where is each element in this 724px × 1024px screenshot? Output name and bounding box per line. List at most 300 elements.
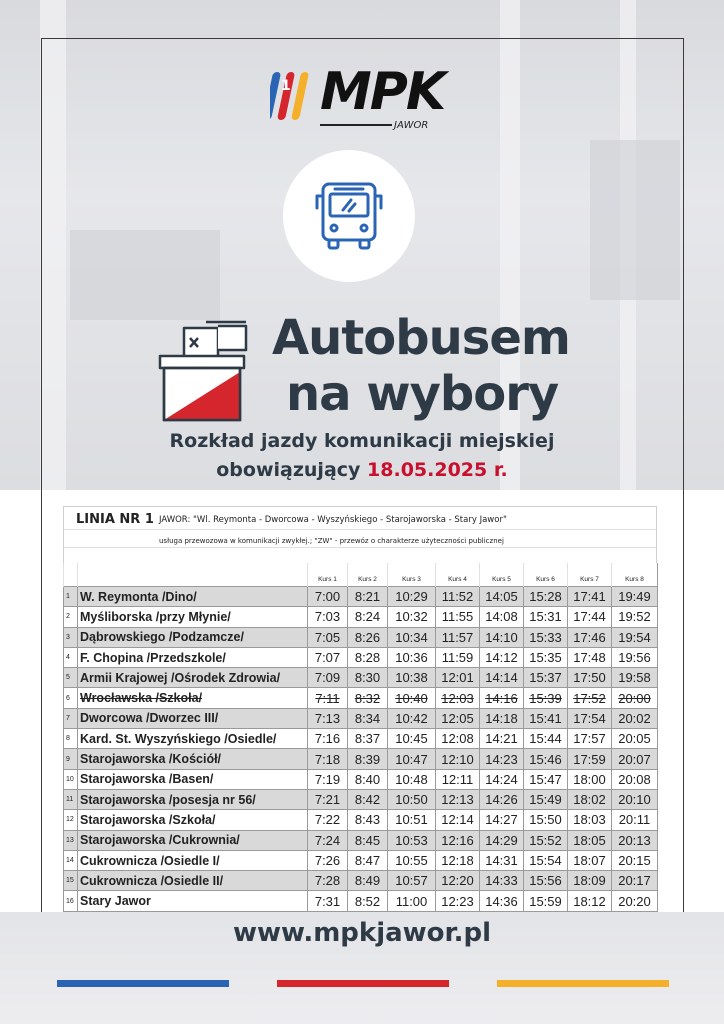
departure-time-cell bbox=[480, 587, 524, 607]
departure-time: 12:14 bbox=[441, 812, 474, 828]
departure-time-cell bbox=[612, 850, 658, 870]
departure-time: 8:21 bbox=[354, 589, 381, 605]
departure-time: 14:29 bbox=[485, 832, 518, 848]
table-row bbox=[64, 850, 658, 870]
departure-time-cell bbox=[308, 871, 348, 891]
departure-time: 8:28 bbox=[354, 650, 381, 666]
departure-time: 11:52 bbox=[441, 589, 474, 605]
departure-time-cell bbox=[388, 789, 436, 809]
departure-time: 14:16 bbox=[485, 690, 518, 706]
departure-time: 20:10 bbox=[618, 792, 651, 808]
departure-time: 10:34 bbox=[395, 629, 428, 645]
departure-time: 12:03 bbox=[441, 690, 474, 706]
departure-time-cell bbox=[480, 891, 524, 911]
table-row bbox=[64, 627, 658, 647]
departure-time: 10:36 bbox=[395, 650, 428, 666]
departure-time: 15:52 bbox=[529, 832, 562, 848]
column-header: Kurs 8 bbox=[612, 563, 658, 587]
departure-time: 10:48 bbox=[395, 771, 428, 787]
departure-time: 10:47 bbox=[395, 751, 428, 767]
departure-time-cell bbox=[308, 789, 348, 809]
stop-name-cell bbox=[78, 789, 308, 809]
departure-time-cell bbox=[436, 729, 480, 749]
row-number: 8 bbox=[64, 729, 78, 749]
stop-name: Armii Krajowej /Ośrodek Zdrowia/ bbox=[80, 670, 281, 685]
departure-time: 8:37 bbox=[354, 731, 381, 747]
departure-time-cell bbox=[308, 627, 348, 647]
stop-name: Starojaworska /Basen/ bbox=[80, 772, 214, 787]
stop-name: W. Reymonta /Dino/ bbox=[80, 589, 197, 604]
departure-time-cell bbox=[348, 668, 388, 688]
table-row bbox=[64, 830, 658, 850]
departure-time: 17:44 bbox=[573, 609, 606, 625]
color-bar-blue bbox=[57, 980, 229, 987]
departure-time-cell bbox=[436, 708, 480, 728]
departure-time-cell bbox=[388, 729, 436, 749]
departure-time: 15:54 bbox=[529, 853, 562, 868]
departure-time: 15:39 bbox=[529, 690, 562, 706]
departure-time-cell bbox=[308, 668, 348, 688]
departure-time: 7:16 bbox=[314, 731, 341, 747]
departure-time: 7:22 bbox=[314, 812, 341, 828]
table-row bbox=[64, 688, 658, 708]
column-header: Kurs 6 bbox=[524, 563, 568, 587]
table-row bbox=[64, 647, 658, 667]
departure-time: 8:47 bbox=[354, 853, 381, 868]
departure-time: 20:05 bbox=[618, 731, 651, 747]
departure-time-cell bbox=[348, 891, 388, 911]
departure-time-cell bbox=[524, 789, 568, 809]
departure-time-cell bbox=[524, 810, 568, 830]
departure-time: 20:15 bbox=[618, 853, 651, 868]
departure-time: 8:32 bbox=[354, 690, 381, 706]
departure-time: 14:31 bbox=[485, 853, 518, 868]
column-header: Kurs 7 bbox=[568, 563, 612, 587]
departure-time: 20:13 bbox=[618, 832, 651, 848]
departure-time-cell bbox=[568, 647, 612, 667]
stop-name: Wrocławska /Szkoła/ bbox=[80, 691, 203, 706]
departure-time-cell bbox=[388, 688, 436, 708]
departure-time-cell bbox=[308, 607, 348, 627]
departure-time: 12:20 bbox=[441, 873, 474, 889]
header-empty bbox=[64, 563, 78, 587]
departure-time: 10:32 bbox=[395, 609, 428, 625]
departure-time: 15:35 bbox=[529, 650, 562, 666]
departure-time: 12:13 bbox=[441, 792, 474, 808]
departure-time-cell bbox=[568, 850, 612, 870]
departure-time: 17:52 bbox=[573, 690, 606, 706]
departure-time-cell bbox=[568, 810, 612, 830]
departure-time-cell bbox=[436, 607, 480, 627]
departure-time-cell bbox=[612, 627, 658, 647]
stop-name: Stary Jawor bbox=[80, 894, 151, 909]
departure-time: 11:57 bbox=[441, 629, 474, 645]
departure-time: 12:05 bbox=[441, 710, 474, 726]
departure-time-cell bbox=[480, 688, 524, 708]
departure-time-cell bbox=[348, 850, 388, 870]
departure-time-cell bbox=[524, 647, 568, 667]
column-header: Kurs 5 bbox=[480, 563, 524, 587]
departure-time-cell bbox=[524, 627, 568, 647]
route-description: JAWOR: "Wl. Reymonta - Dworcowa - Wyszyńskiego - Starojaworska - Stary Jawor" bbox=[159, 515, 507, 525]
departure-time-cell bbox=[308, 810, 348, 830]
departure-time: 17:41 bbox=[573, 589, 606, 605]
departure-time-cell bbox=[568, 607, 612, 627]
departure-time: 12:08 bbox=[441, 731, 474, 747]
departure-time: 14:24 bbox=[485, 771, 518, 787]
logo-brand: MPK bbox=[320, 62, 445, 122]
departure-time-cell bbox=[436, 769, 480, 789]
subtitle-line1: Rozkład jazdy komunikacji miejskiej bbox=[169, 430, 555, 452]
departure-time: 14:33 bbox=[485, 873, 518, 889]
ballot-box-icon bbox=[156, 316, 266, 424]
departure-time-cell bbox=[308, 729, 348, 749]
departure-time: 18:05 bbox=[573, 832, 606, 848]
departure-time-cell bbox=[524, 749, 568, 769]
departure-time: 20:08 bbox=[618, 771, 651, 787]
departure-time-cell bbox=[308, 830, 348, 850]
departure-time-cell bbox=[480, 647, 524, 667]
departure-time-cell bbox=[480, 810, 524, 830]
headline-line1: Autobusem bbox=[272, 310, 570, 366]
departure-time-cell bbox=[348, 769, 388, 789]
departure-time-cell bbox=[612, 708, 658, 728]
row-number: 12 bbox=[64, 810, 78, 830]
table-row bbox=[64, 607, 658, 627]
departure-time-cell bbox=[388, 607, 436, 627]
departure-time-cell bbox=[388, 871, 436, 891]
departure-time: 12:01 bbox=[441, 670, 474, 686]
departure-time-cell bbox=[612, 810, 658, 830]
departure-time: 14:08 bbox=[485, 609, 518, 625]
departure-time-cell bbox=[348, 587, 388, 607]
departure-time: 14:36 bbox=[485, 893, 518, 909]
table-row bbox=[64, 789, 658, 809]
departure-time: 8:26 bbox=[354, 629, 381, 645]
departure-time: 20:02 bbox=[618, 710, 651, 726]
row-number: 6 bbox=[64, 688, 78, 708]
table-row bbox=[64, 587, 658, 607]
timetable-header bbox=[63, 506, 657, 563]
subtitle-line2 bbox=[0, 459, 724, 481]
stop-name-cell bbox=[78, 769, 308, 789]
departure-time-cell bbox=[568, 688, 612, 708]
departure-time: 17:46 bbox=[573, 629, 606, 645]
departure-time: 12:16 bbox=[441, 832, 474, 848]
departure-time: 7:24 bbox=[314, 832, 341, 848]
departure-time: 8:42 bbox=[354, 792, 381, 808]
line-number: LINIA NR 1 bbox=[76, 512, 154, 527]
table-row bbox=[64, 891, 658, 911]
departure-time: 19:54 bbox=[618, 629, 651, 645]
departure-time: 10:40 bbox=[395, 690, 428, 706]
departure-time-cell bbox=[388, 749, 436, 769]
departure-time: 8:30 bbox=[354, 670, 381, 686]
departure-time-cell bbox=[308, 850, 348, 870]
departure-time: 8:43 bbox=[354, 812, 381, 828]
row-number: 16 bbox=[64, 891, 78, 911]
departure-time-cell bbox=[524, 891, 568, 911]
departure-time: 12:11 bbox=[441, 771, 474, 787]
departure-time: 12:23 bbox=[441, 893, 474, 909]
mpk-logo bbox=[270, 60, 460, 132]
stop-name-cell bbox=[78, 729, 308, 749]
table-row bbox=[64, 769, 658, 789]
row-number: 9 bbox=[64, 749, 78, 769]
grid-line bbox=[64, 529, 656, 530]
departure-time: 14:14 bbox=[485, 670, 518, 686]
row-number: 15 bbox=[64, 871, 78, 891]
departure-time-cell bbox=[568, 627, 612, 647]
color-bar-yellow bbox=[497, 980, 669, 987]
departure-time: 8:52 bbox=[354, 893, 381, 909]
departure-time-cell bbox=[480, 789, 524, 809]
stop-name-cell bbox=[78, 647, 308, 667]
departure-time: 14:21 bbox=[485, 731, 518, 747]
stop-name-cell bbox=[78, 871, 308, 891]
departure-time: 15:49 bbox=[529, 792, 562, 808]
departure-time: 8:40 bbox=[354, 771, 381, 787]
departure-time-cell bbox=[308, 891, 348, 911]
logo-underline bbox=[320, 124, 392, 126]
svg-text:1: 1 bbox=[281, 78, 291, 94]
departure-time-cell bbox=[480, 749, 524, 769]
stop-name: F. Chopina /Przedszkole/ bbox=[80, 650, 226, 665]
departure-time-cell bbox=[348, 749, 388, 769]
departure-time-cell bbox=[612, 668, 658, 688]
departure-time: 8:24 bbox=[354, 609, 381, 625]
schedule-table bbox=[63, 563, 658, 912]
departure-time: 14:05 bbox=[485, 589, 518, 605]
stop-name: Myśliborska /przy Młynie/ bbox=[80, 609, 231, 624]
departure-time-cell bbox=[348, 830, 388, 850]
departure-time-cell bbox=[348, 647, 388, 667]
departure-time-cell bbox=[308, 647, 348, 667]
row-number: 4 bbox=[64, 647, 78, 667]
departure-time-cell bbox=[388, 891, 436, 911]
departure-time: 20:11 bbox=[618, 812, 651, 828]
departure-time-cell bbox=[480, 729, 524, 749]
stop-name-cell bbox=[78, 688, 308, 708]
departure-time: 18:00 bbox=[573, 771, 606, 787]
departure-time-cell bbox=[480, 769, 524, 789]
departure-time-cell bbox=[436, 810, 480, 830]
departure-time: 10:57 bbox=[395, 873, 428, 889]
departure-time-cell bbox=[612, 749, 658, 769]
stop-name-cell bbox=[78, 607, 308, 627]
departure-time: 18:02 bbox=[573, 792, 606, 808]
departure-time-cell bbox=[348, 688, 388, 708]
departure-time-cell bbox=[308, 587, 348, 607]
departure-time-cell bbox=[348, 871, 388, 891]
departure-time: 20:07 bbox=[618, 751, 651, 767]
stop-name-cell bbox=[78, 830, 308, 850]
stop-name: Kard. St. Wyszyńskiego /Osiedle/ bbox=[80, 731, 277, 746]
departure-time-cell bbox=[612, 891, 658, 911]
departure-time-cell bbox=[524, 830, 568, 850]
departure-time: 18:03 bbox=[573, 812, 606, 828]
departure-time: 15:46 bbox=[529, 751, 562, 767]
departure-time-cell bbox=[524, 708, 568, 728]
departure-time: 10:38 bbox=[395, 670, 428, 686]
departure-time-cell bbox=[388, 769, 436, 789]
departure-time: 8:45 bbox=[354, 832, 381, 848]
departure-time: 19:58 bbox=[618, 670, 651, 686]
departure-time-cell bbox=[612, 769, 658, 789]
departure-time: 17:57 bbox=[573, 731, 606, 747]
departure-time: 7:09 bbox=[314, 670, 341, 686]
table-row bbox=[64, 729, 658, 749]
departure-time-cell bbox=[436, 587, 480, 607]
departure-time: 18:07 bbox=[573, 853, 606, 868]
departure-time-cell bbox=[524, 587, 568, 607]
logo-stripes-icon bbox=[270, 68, 322, 124]
departure-time: 7:19 bbox=[314, 771, 341, 787]
departure-time: 18:09 bbox=[573, 873, 606, 889]
header-empty bbox=[78, 563, 308, 587]
stop-name-cell bbox=[78, 749, 308, 769]
departure-time: 10:29 bbox=[395, 589, 428, 605]
departure-time-cell bbox=[388, 647, 436, 667]
departure-time-cell bbox=[480, 871, 524, 891]
departure-time: 14:26 bbox=[485, 792, 518, 808]
departure-time: 7:00 bbox=[314, 589, 341, 605]
departure-time-cell bbox=[436, 647, 480, 667]
subtitle-prefix: obowiązujący bbox=[216, 459, 368, 481]
departure-time: 17:48 bbox=[573, 650, 606, 666]
service-note: usługa przewozowa w komunikacji zwykłej.; "ZW" - przewóz o charakterze użyteczności publicznej bbox=[159, 537, 504, 545]
departure-time-cell bbox=[524, 769, 568, 789]
departure-time-cell bbox=[348, 810, 388, 830]
departure-time-cell bbox=[348, 627, 388, 647]
departure-time: 12:18 bbox=[441, 853, 474, 868]
departure-time: 15:44 bbox=[529, 731, 562, 747]
stop-name-cell bbox=[78, 810, 308, 830]
departure-time-cell bbox=[612, 871, 658, 891]
departure-time-cell bbox=[308, 749, 348, 769]
departure-time: 15:28 bbox=[529, 589, 562, 605]
departure-time: 18:12 bbox=[573, 893, 606, 909]
departure-time: 7:21 bbox=[314, 792, 341, 808]
departure-time: 10:42 bbox=[395, 710, 428, 726]
stop-name: Cukrownicza /Osiedle II/ bbox=[80, 873, 224, 888]
departure-time: 15:37 bbox=[529, 670, 562, 686]
departure-time-cell bbox=[568, 708, 612, 728]
departure-time: 7:13 bbox=[314, 710, 341, 726]
departure-time: 8:39 bbox=[354, 751, 381, 767]
departure-time: 15:50 bbox=[529, 812, 562, 828]
departure-time-cell bbox=[524, 871, 568, 891]
departure-time-cell bbox=[568, 891, 612, 911]
stop-name: Starojaworska /posesja nr 56/ bbox=[80, 792, 256, 807]
departure-time: 7:31 bbox=[314, 893, 341, 909]
column-header: Kurs 1 bbox=[308, 563, 348, 587]
stop-name: Starojaworska /Szkoła/ bbox=[80, 812, 216, 827]
departure-time-cell bbox=[612, 587, 658, 607]
departure-time: 15:47 bbox=[529, 771, 562, 787]
departure-time-cell bbox=[348, 607, 388, 627]
stop-name-cell bbox=[78, 627, 308, 647]
departure-time-cell bbox=[388, 668, 436, 688]
column-header-row bbox=[64, 563, 658, 587]
departure-time-cell bbox=[308, 708, 348, 728]
departure-time-cell bbox=[388, 708, 436, 728]
departure-time: 19:49 bbox=[618, 589, 651, 605]
validity-date: 18.05.2025 r. bbox=[367, 459, 508, 481]
departure-time-cell bbox=[612, 729, 658, 749]
row-number: 5 bbox=[64, 668, 78, 688]
departure-time: 20:20 bbox=[618, 893, 651, 909]
departure-time: 10:50 bbox=[395, 792, 428, 808]
departure-time: 15:31 bbox=[529, 609, 562, 625]
departure-time: 7:11 bbox=[315, 690, 340, 706]
departure-time: 14:27 bbox=[485, 812, 518, 828]
departure-time-cell bbox=[436, 891, 480, 911]
departure-time: 19:52 bbox=[618, 609, 651, 625]
departure-time-cell bbox=[480, 627, 524, 647]
row-number: 2 bbox=[64, 607, 78, 627]
departure-time-cell bbox=[436, 749, 480, 769]
departure-time-cell bbox=[480, 830, 524, 850]
departure-time-cell bbox=[348, 789, 388, 809]
departure-time: 17:50 bbox=[573, 670, 606, 686]
departure-time-cell bbox=[388, 810, 436, 830]
row-number: 13 bbox=[64, 830, 78, 850]
stop-name: Starojaworska /Kościół/ bbox=[80, 752, 222, 767]
departure-time-cell bbox=[436, 627, 480, 647]
departure-time-cell bbox=[612, 789, 658, 809]
departure-time-cell bbox=[436, 871, 480, 891]
departure-time-cell bbox=[480, 668, 524, 688]
departure-time-cell bbox=[612, 607, 658, 627]
departure-time: 11:59 bbox=[441, 650, 474, 666]
table-row bbox=[64, 810, 658, 830]
departure-time: 15:41 bbox=[529, 710, 562, 726]
departure-time-cell bbox=[480, 607, 524, 627]
departure-time: 10:51 bbox=[395, 812, 428, 828]
departure-time-cell bbox=[348, 708, 388, 728]
departure-time: 14:10 bbox=[485, 629, 518, 645]
column-header: Kurs 4 bbox=[436, 563, 480, 587]
departure-time-cell bbox=[568, 587, 612, 607]
row-number: 14 bbox=[64, 850, 78, 870]
departure-time-cell bbox=[348, 729, 388, 749]
logo-city: JAWOR bbox=[394, 120, 429, 131]
departure-time: 20:17 bbox=[618, 873, 651, 889]
table-row bbox=[64, 668, 658, 688]
departure-time-cell bbox=[524, 688, 568, 708]
departure-time-cell bbox=[436, 688, 480, 708]
departure-time-cell bbox=[568, 789, 612, 809]
departure-time-cell bbox=[308, 688, 348, 708]
departure-time-cell bbox=[568, 830, 612, 850]
website-link[interactable]: www.mpkjawor.pl bbox=[232, 918, 492, 948]
departure-time: 14:23 bbox=[485, 751, 518, 767]
stop-name-cell bbox=[78, 850, 308, 870]
stop-name-cell bbox=[78, 708, 308, 728]
departure-time-cell bbox=[388, 627, 436, 647]
departure-time-cell bbox=[388, 850, 436, 870]
departure-time-cell bbox=[480, 708, 524, 728]
departure-time: 11:00 bbox=[395, 893, 428, 909]
departure-time-cell bbox=[612, 688, 658, 708]
departure-time: 10:53 bbox=[395, 832, 428, 848]
departure-time-cell bbox=[568, 871, 612, 891]
departure-time: 12:10 bbox=[441, 751, 474, 767]
stop-name-cell bbox=[78, 587, 308, 607]
departure-time-cell bbox=[568, 749, 612, 769]
departure-time-cell bbox=[308, 769, 348, 789]
